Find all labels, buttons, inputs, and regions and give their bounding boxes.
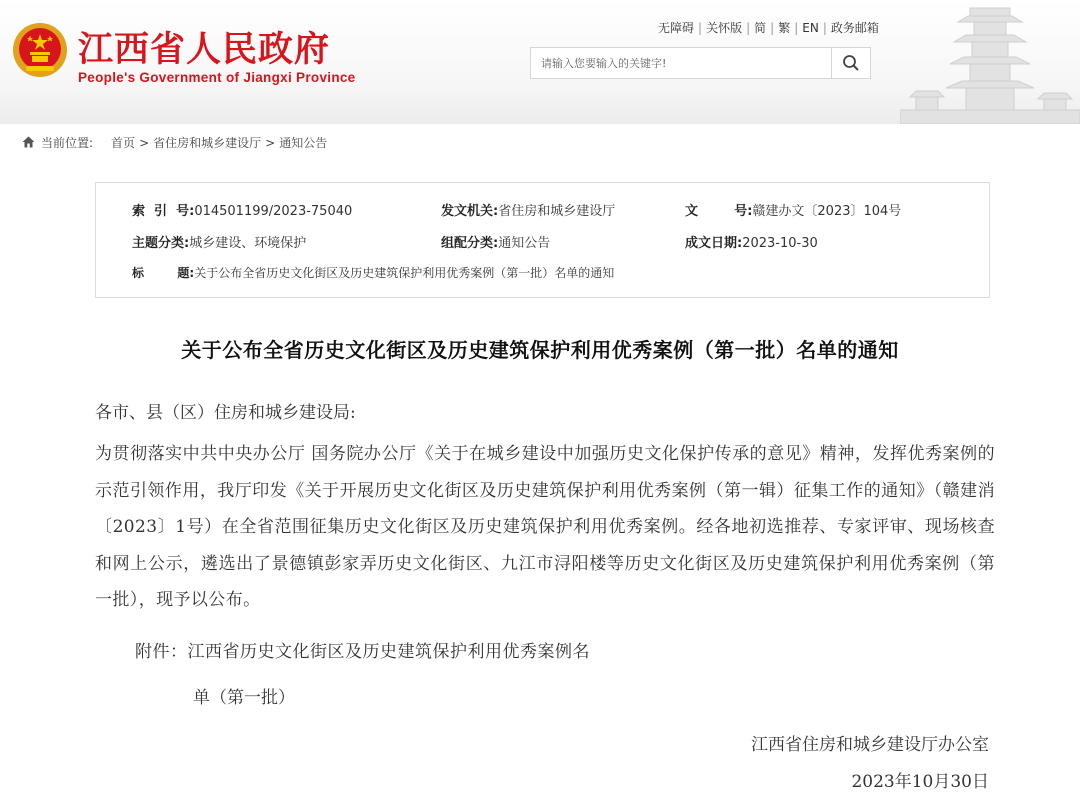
breadcrumb <box>22 134 327 151</box>
site-title-en: People's Government of Jiangxi Province <box>78 70 356 85</box>
pavilion-illustration <box>900 2 1080 124</box>
issue-date: 2023年10月30日 <box>851 772 989 792</box>
national-emblem-icon <box>12 22 68 78</box>
meta-date: 成文日期:2023-10-30 <box>685 236 818 251</box>
breadcrumb-notices[interactable]: 通知公告 <box>279 136 328 150</box>
meta-category: 组配分类:通知公告 <box>441 236 551 251</box>
top-links: 无障碍 | 关怀版 | 简 | 繁 | EN | 政务邮箱 <box>658 21 879 35</box>
document-meta-box <box>95 182 990 298</box>
article-salutation: 各市、县（区）住房和城乡建设局: <box>95 403 356 423</box>
search-button[interactable] <box>831 48 870 78</box>
meta-issuer: 发文机关:省住房和城乡建设厅 <box>441 204 616 219</box>
search-input[interactable] <box>531 48 831 78</box>
breadcrumb-arrow-icon: > <box>139 136 150 150</box>
signature: 江西省住房和城乡建设厅办公室 <box>751 735 989 755</box>
attachment-line-continued[interactable]: 单（第一批） <box>193 688 295 708</box>
home-icon <box>22 136 35 148</box>
simplified-link[interactable]: 简 <box>754 21 767 35</box>
accessibility-link[interactable]: 无障碍 <box>658 21 695 35</box>
meta-title: 标 题:关于公布全省历史文化街区及历史建筑保护利用优秀案例（第一批）名单的通知 <box>132 266 615 280</box>
breadcrumb-arrow-icon: > <box>265 136 276 150</box>
breadcrumb-department[interactable]: 省住房和城乡建设厅 <box>153 136 262 150</box>
attachment-line[interactable]: 附件：江西省历史文化街区及历史建筑保护利用优秀案例名 <box>135 642 590 662</box>
breadcrumb-label: 当前位置: <box>41 136 94 150</box>
traditional-link[interactable]: 繁 <box>778 21 791 35</box>
search-icon <box>842 54 860 72</box>
meta-topic: 主题分类:城乡建设、环境保护 <box>132 236 307 251</box>
article-paragraph: 为贯彻落实中共中央办公厅 国务院办公厅《关于在城乡建设中加强历史文化保护传承的意见》精神，发挥优秀案例的示范引领作用，我厅印发《关于开展历史文化街区及历史建筑保护利用优秀案例（第一辑）征集工作的通知》（赣建消〔2023〕1号）在全省范围征集历史文化街区及历史建筑保护利用优秀案例。经各地初选推荐、专家评审、现场核查和网上公示，遴选出了景德镇彭家弄历史文化街区、九江市浔阳楼等历史文化街区及历史建筑保护利用优秀案例（第一批），现予以公布。 <box>95 444 995 611</box>
meta-doc-no: 文 号:赣建办文〔2023〕104号 <box>685 204 902 219</box>
breadcrumb-home[interactable]: 首页 <box>111 136 136 150</box>
site-header <box>0 0 1080 124</box>
meta-index-no: 索 引 号:014501199/2023-75040 <box>132 204 353 219</box>
care-mode-link[interactable]: 关怀版 <box>706 21 743 35</box>
english-link[interactable]: EN <box>802 21 819 35</box>
site-title[interactable]: 江西省人民政府 <box>78 29 331 70</box>
gov-mail-link[interactable]: 政务邮箱 <box>830 21 879 35</box>
article-title: 关于公布全省历史文化街区及历史建筑保护利用优秀案例（第一批）名单的通知 <box>181 338 899 362</box>
search-box <box>530 47 871 79</box>
